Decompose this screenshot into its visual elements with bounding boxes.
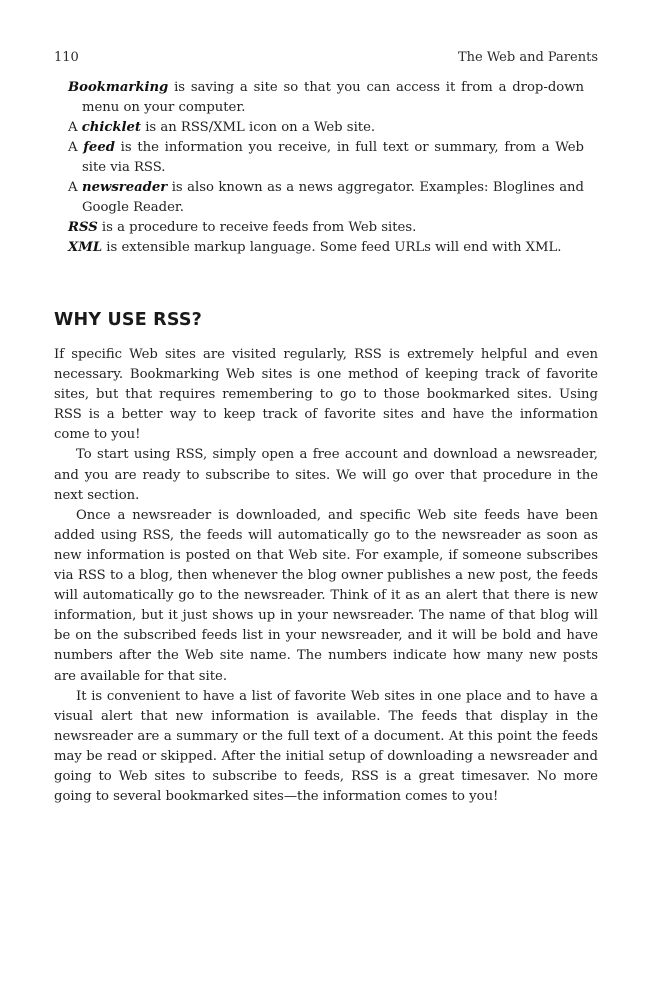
glossary-prefix: A (68, 180, 83, 195)
glossary-entry-rss (68, 218, 584, 238)
glossary-definition: is saving a site so that you can access it from a drop-down menu on your computer. (82, 80, 584, 115)
paragraph: Once a newsreader is downloaded, and specific Web site feeds have been added using RSS, the feeds will automatically go to the newsreader as soon as new information is posted on that Web site. For example, if someone subscribes via RSS to a blog, then whenever the blog owner publishes a new post, the feeds will automatically go to the newsreader. Think of it as an alert that there is new information, but it just shows up in your newsreader. The name of that blog will be on the subscribed feeds list in your newsreader, and it will be bold and have numbers after the Web site name. The numbers indicate how many new posts are available for that site. (54, 507, 598, 684)
glossary-prefix: A (68, 140, 84, 155)
running-title: The Web and Parents (458, 50, 598, 65)
paragraph: If specific Web sites are visited regularly, RSS is extremely helpful and even necessary. Bookmarking Web sites is one method of keeping track of favorite sites, but that requires remembering to go to those bookmarked sites. Using RSS is a better way to keep track of favorite sites and have the information come to you! (54, 347, 598, 443)
section-heading: WHY USE RSS? (54, 310, 203, 330)
glossary-entry-newsreader (68, 178, 584, 218)
glossary-term: chicklet (81, 120, 142, 135)
glossary-entry-chicklet (68, 118, 584, 138)
glossary-entry-feed (68, 138, 584, 178)
glossary-term: newsreader (82, 180, 168, 195)
glossary-term: Bookmarking (68, 80, 169, 95)
page-number: 110 (54, 50, 79, 65)
glossary-definition: is the information you receive, in full text or summary, from a Web site via RSS. (82, 140, 584, 175)
running-head (54, 50, 598, 70)
paragraph: It is convenient to have a list of favorite Web sites in one place and to have a visual alert that new information is available. The feeds that display in the newsreader are a summary or the full text of a document. At this point the feeds may be read or skipped. After the initial setup of downloading a newsreader and going to Web sites to subscribe to feeds, RSS is a great timesaver. No more going to several bookmarked sites—the information comes to you! (54, 688, 598, 805)
glossary-list (68, 78, 584, 258)
glossary-entry-bookmarking (68, 78, 584, 118)
glossary-definition: is a procedure to receive feeds from Web sites. (97, 220, 417, 235)
glossary-term: feed (83, 140, 115, 155)
glossary-prefix: A (68, 120, 82, 135)
paragraph: To start using RSS, simply open a free account and download a newsreader, and you are ready to subscribe to sites. We will go over that procedure in the next section. (54, 447, 598, 503)
glossary-definition: is an RSS/XML icon on a Web site. (141, 120, 376, 135)
glossary-term: RSS (68, 220, 98, 235)
glossary-definition: is also known as a news aggregator. Examples: Bloglines and Google Reader. (82, 180, 584, 215)
glossary-definition: is extensible markup language. Some feed URLs will end with XML. (102, 240, 562, 255)
body-text (54, 345, 598, 807)
glossary-term: XML (68, 240, 103, 255)
glossary-entry-xml (68, 238, 584, 258)
